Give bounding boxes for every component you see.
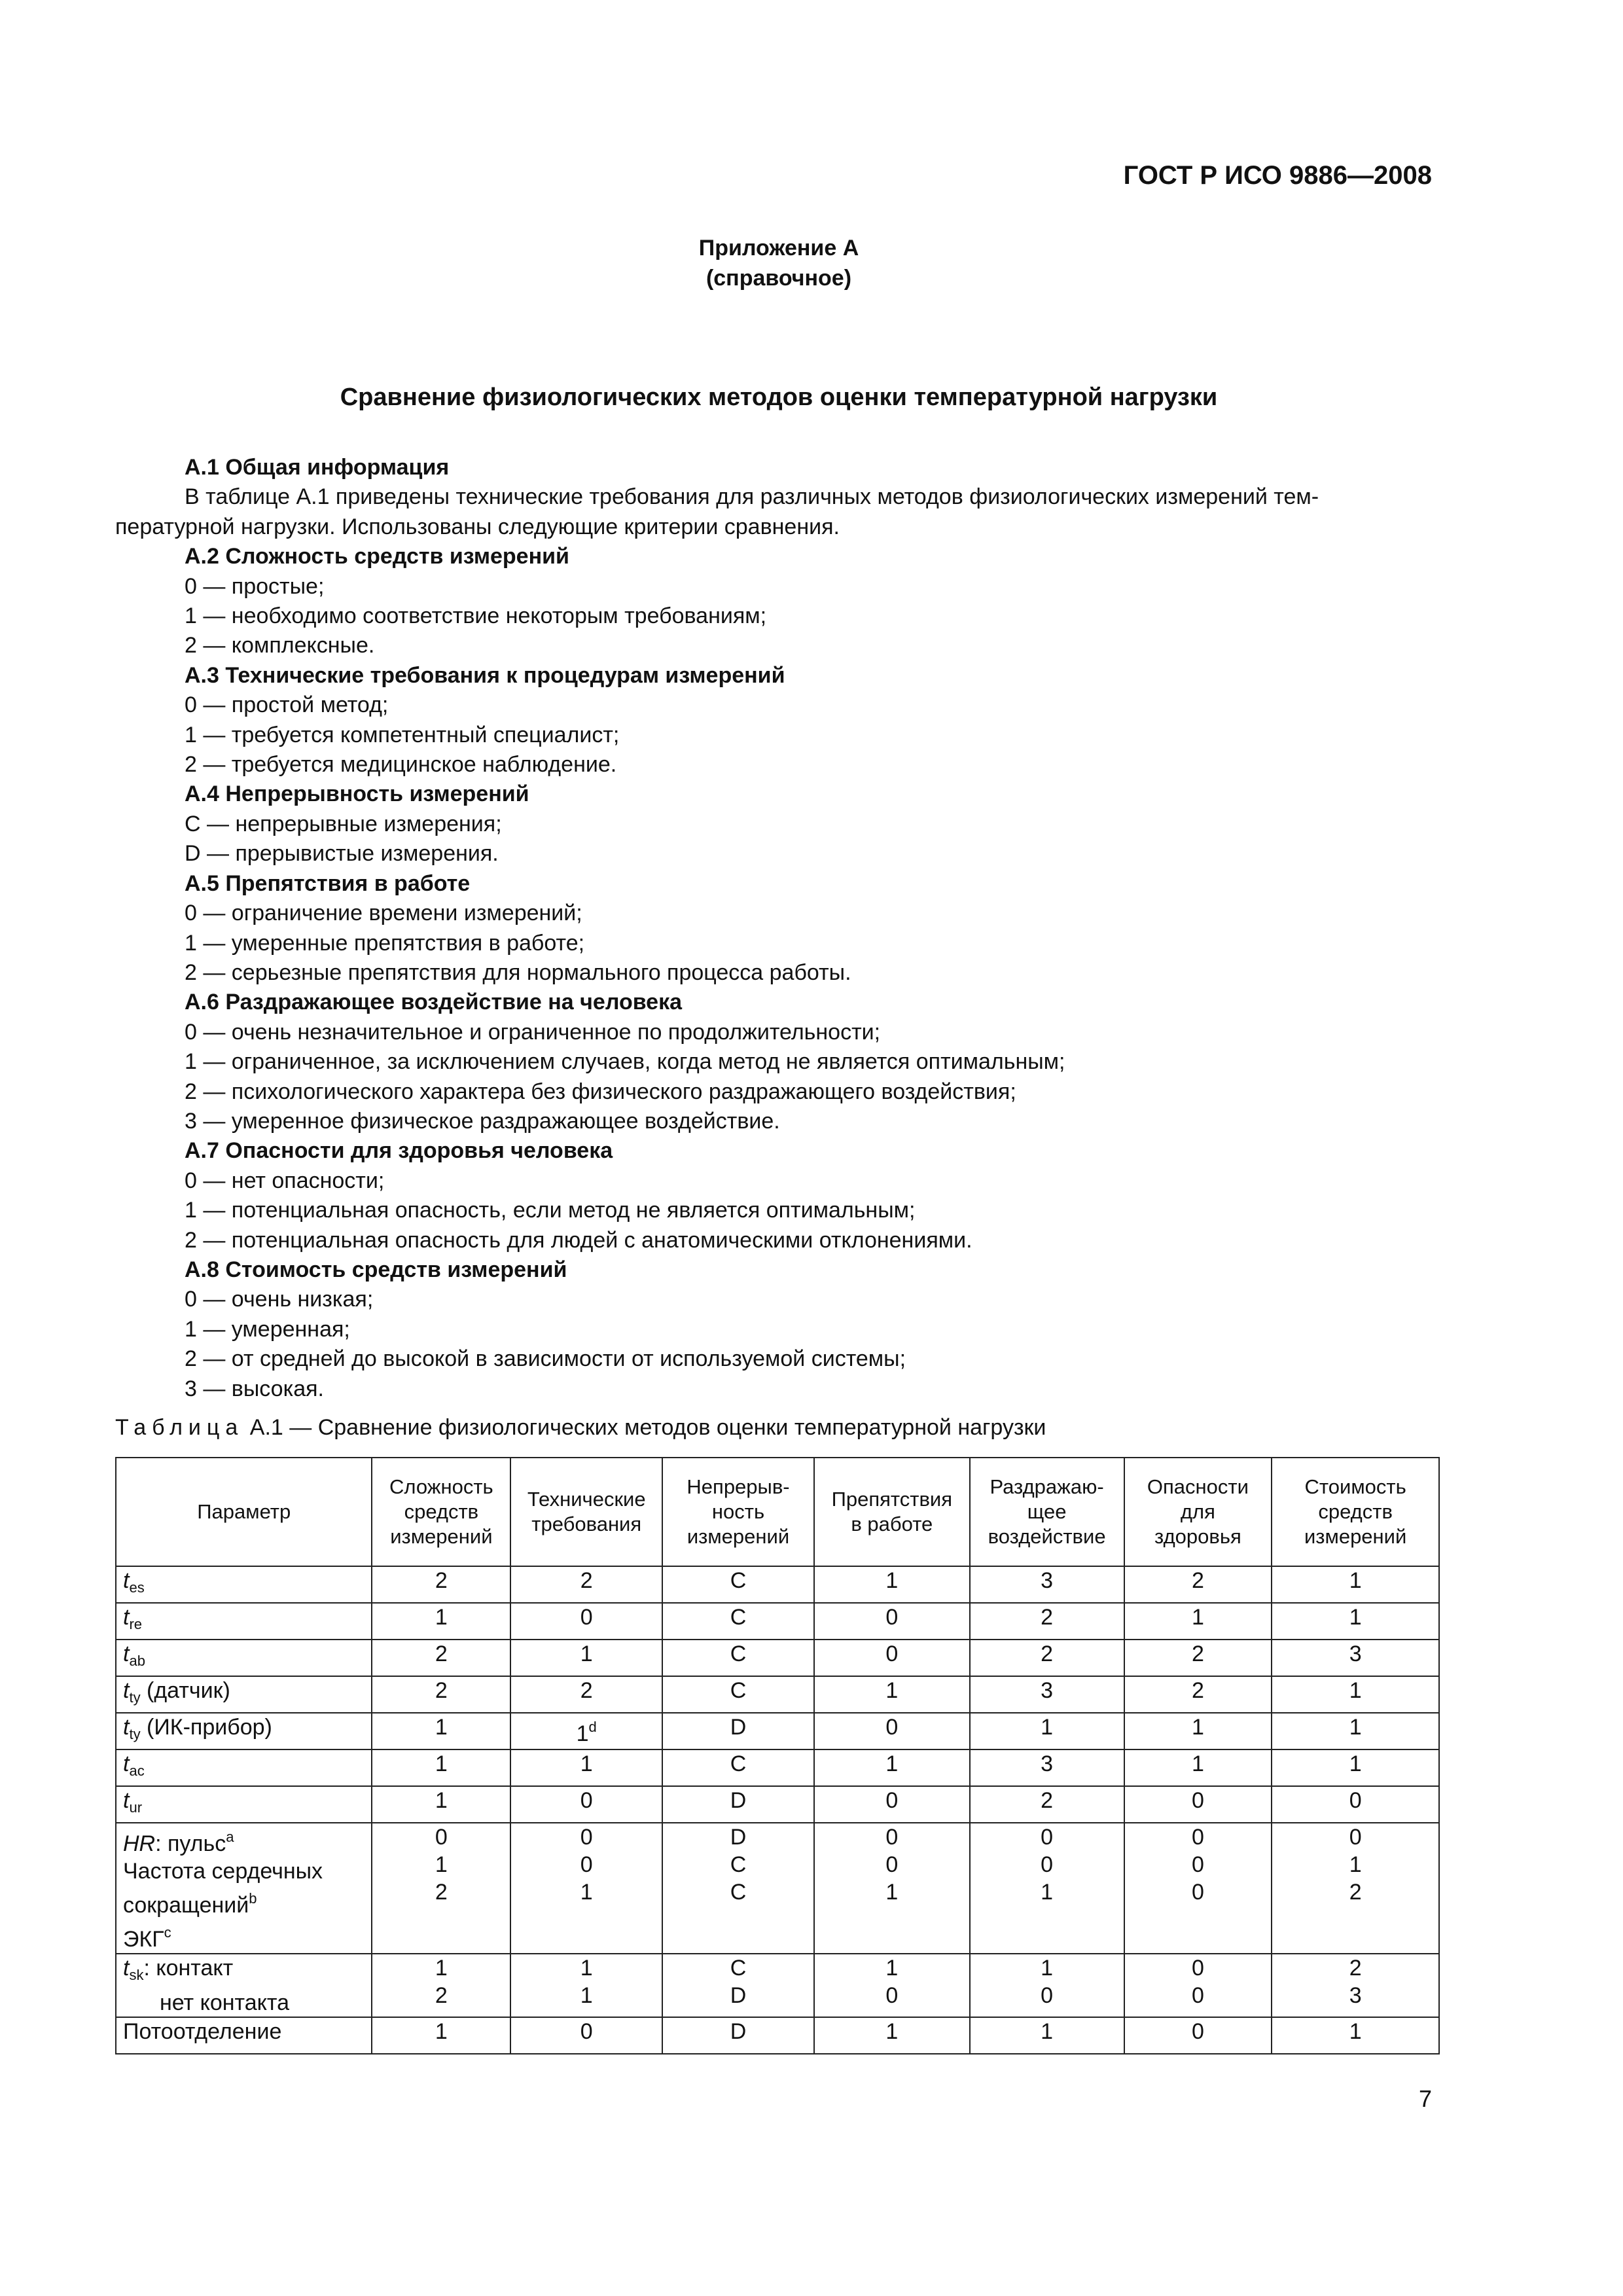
list-item: 1 — требуется компетентный специалист; (185, 722, 620, 747)
table-row-hr (116, 1823, 1439, 1954)
section-heading: А.3 Технические требования к процедурам измерений (185, 662, 785, 688)
list-item: С — непрерывные измерения; (185, 811, 502, 836)
table-cell: 3 (970, 1749, 1124, 1786)
table-cell: 0 0 1 (510, 1823, 662, 1954)
table-cell: 1 (814, 1676, 970, 1713)
section-heading: А.6 Раздражающее воздействие на человека (185, 990, 683, 1015)
table-cell: 1 (1124, 1749, 1272, 1786)
table-cell: 0 (814, 1603, 970, 1640)
table-cell: 1 1 (510, 1954, 662, 2017)
annex-title: Приложение А (698, 236, 859, 260)
section-heading: А.1 Общая информация (185, 455, 450, 480)
table-cell: С (662, 1676, 814, 1713)
row-label: $t_{ac}$ (116, 1749, 372, 1786)
table-cell: 0 1 2 (1272, 1823, 1439, 1954)
row-label: $t_{ur}$ (116, 1786, 372, 1823)
table-cell: 0 0 (1124, 1954, 1272, 2017)
list-item: 0 — нет опасности; (185, 1168, 385, 1193)
table-cell: 1 (372, 1749, 510, 1786)
annex-label (0, 233, 1558, 293)
table-row (116, 1749, 1439, 1786)
footnote-marker: d (588, 1719, 597, 1735)
list-item: 0 — очень незначительное и ограниченное по продолжительности; (185, 1019, 881, 1045)
row-label: $t_{ty}$ (ИК-прибор) (116, 1713, 372, 1749)
table-row-tsk (116, 1954, 1439, 2017)
table-caption-text: А.1 — Сравнение физиологических методов оценки температурной нагрузки (249, 1415, 1046, 1440)
table-cell: 0 (510, 1603, 662, 1640)
table-cell: С D (662, 1954, 814, 2017)
table-cell: D (662, 2017, 814, 2054)
row-label: HR: пульс$^a$ Частота сердечных сокращений$^b$ ЭКГ$^c$ (116, 1823, 372, 1954)
table-cell: 2 (372, 1640, 510, 1676)
table-cell: 1 0 (814, 1954, 970, 2017)
table-cell: 0 (510, 2017, 662, 2054)
table-cell: С (662, 1603, 814, 1640)
table-caption (115, 1415, 1046, 1441)
comparison-table (115, 1457, 1440, 2054)
table-cell: 3 (970, 1676, 1124, 1713)
footnote-marker: b (249, 1890, 257, 1907)
footnote-marker: a (226, 1829, 234, 1845)
table-cell: 0 (510, 1786, 662, 1823)
table-header-row (116, 1458, 1439, 1566)
table-cell: 1 (372, 2017, 510, 2054)
table-row (116, 2017, 1439, 2054)
table-cell: 0 (814, 1713, 970, 1749)
list-item: 1 — ограниченное, за исключением случаев, когда метод не является оптимальным; (185, 1049, 1065, 1075)
table-cell: 3 (970, 1566, 1124, 1603)
table-cell: 1$^d$ (510, 1713, 662, 1749)
list-item: 1 — умеренная; (185, 1316, 350, 1342)
header-irritation: Раздражаю- щее воздействие (970, 1458, 1124, 1566)
table-row (116, 1640, 1439, 1676)
table-row (116, 1566, 1439, 1603)
table-cell: 1 (372, 1786, 510, 1823)
table-cell: 2 (1124, 1566, 1272, 1603)
table-cell: 1 (814, 1749, 970, 1786)
table-cell: 0 (1272, 1786, 1439, 1823)
annex-subtitle: (справочное) (705, 266, 852, 291)
table-cell: 0 (814, 1786, 970, 1823)
header-health-risk: Опасности для здоровья (1124, 1458, 1272, 1566)
row-label: $t_{ty}$ (датчик) (116, 1676, 372, 1713)
table-cell: 0 0 0 (1124, 1823, 1272, 1954)
table-cell: D (662, 1786, 814, 1823)
table-cell: 2 (372, 1676, 510, 1713)
table-cell: 1 (1272, 1603, 1439, 1640)
row-label: $t_{es}$ (116, 1566, 372, 1603)
table-cell: 1 (1272, 1566, 1439, 1603)
table-cell: D (662, 1713, 814, 1749)
header-continuity: Непрерыв- ность измерений (662, 1458, 814, 1566)
table-cell: 1 (814, 1566, 970, 1603)
table-cell: 1 (1272, 1713, 1439, 1749)
list-item: 1 — потенциальная опасность, если метод не является оптимальным; (185, 1198, 916, 1223)
table-cell: 1 (1272, 1676, 1439, 1713)
list-item: 2 — комплексные. (185, 633, 375, 658)
list-item: 0 — простые; (185, 573, 325, 599)
page-title: Сравнение физиологических методов оценки температурной нагрузки (340, 384, 1218, 411)
table-cell: 2 (970, 1640, 1124, 1676)
list-item: 3 — умеренное физическое раздражающее воздействие. (185, 1108, 780, 1134)
table-cell: 2 (970, 1603, 1124, 1640)
list-item: 2 — психологического характера без физического раздражающего воздействия; (185, 1079, 1016, 1104)
section-heading: А.5 Препятствия в работе (185, 870, 471, 896)
table-row (116, 1786, 1439, 1823)
table-cell: 2 (510, 1676, 662, 1713)
table-cell: 1 0 (970, 1954, 1124, 2017)
table-cell: 0 1 2 (372, 1823, 510, 1954)
table-cell: 1 (372, 1713, 510, 1749)
table-cell: 2 (970, 1786, 1124, 1823)
list-item: 1 — умеренные препятствия в работе; (185, 930, 585, 956)
table-cell: 2 (1124, 1676, 1272, 1713)
row-label: $t_{ab}$ (116, 1640, 372, 1676)
header-technical: Технические требования (510, 1458, 662, 1566)
table-row (116, 1713, 1439, 1749)
table-cell: 1 (372, 1603, 510, 1640)
document-header: ГОСТ Р ИСО 9886—2008 (1123, 161, 1432, 190)
table-cell: 2 (510, 1566, 662, 1603)
list-item: 1 — необходимо соответствие некоторым требованиям; (185, 603, 767, 629)
table-cell: 3 (1272, 1640, 1439, 1676)
list-item: 2 — потенциальная опасность для людей с анатомическими отклонениями. (185, 1227, 972, 1253)
row-label: Потоотделение (116, 2017, 372, 2054)
section-heading: А.4 Непрерывность измерений (185, 781, 529, 807)
list-item: D — прерывистые измерения. (185, 841, 499, 867)
list-item: 2 — от средней до высокой в зависимости от используемой системы; (185, 1346, 906, 1372)
table-row (116, 1603, 1439, 1640)
table-cell: 1 (510, 1640, 662, 1676)
document-body (115, 453, 1438, 1404)
table-cell: 0 0 1 (970, 1823, 1124, 1954)
page-number: 7 (1418, 2085, 1432, 2112)
table-row (116, 1676, 1439, 1713)
header-interference: Препятствия в работе (814, 1458, 970, 1566)
table-cell: 0 (814, 1640, 970, 1676)
table-cell: 1 (510, 1749, 662, 1786)
table-cell: 1 (1124, 1713, 1272, 1749)
table-cell: 1 (1272, 1749, 1439, 1786)
table-cell: 0 (1124, 2017, 1272, 2054)
paragraph-line: пературной нагрузки. Использованы следующие критерии сравнения. (115, 514, 840, 539)
table-cell: 2 (1124, 1640, 1272, 1676)
table-cell: 1 2 (372, 1954, 510, 2017)
footnote-marker: c (164, 1924, 171, 1941)
header-param: Параметр (116, 1458, 372, 1566)
section-heading: А.2 Сложность средств измерений (185, 544, 569, 569)
header-complexity: Сложность средств измерений (372, 1458, 510, 1566)
section-heading: А.8 Стоимость средств измерений (185, 1257, 567, 1282)
table-cell: 1 (970, 1713, 1124, 1749)
table-cell: 2 3 (1272, 1954, 1439, 2017)
paragraph-line: В таблице А.1 приведены технические требования для различных методов физиологических измерений тем- (185, 484, 1319, 510)
table-cell: С (662, 1640, 814, 1676)
table-cell: С (662, 1566, 814, 1603)
table-cell: 1 (814, 2017, 970, 2054)
table-cell: 0 0 1 (814, 1823, 970, 1954)
list-item: 2 — серьезные препятствия для нормального процесса работы. (185, 960, 851, 985)
row-label: $t_{re}$ (116, 1603, 372, 1640)
list-item: 2 — требуется медицинское наблюдение. (185, 752, 617, 778)
table-cell: 1 (970, 2017, 1124, 2054)
table-cell: 1 (1272, 2017, 1439, 2054)
section-heading: А.7 Опасности для здоровья человека (185, 1138, 613, 1164)
table-cell: D С С (662, 1823, 814, 1954)
table-cell: 0 (1124, 1786, 1272, 1823)
list-item: 0 — простой метод; (185, 692, 389, 718)
table-cell: 2 (372, 1566, 510, 1603)
list-item: 0 — ограничение времени измерений; (185, 901, 582, 926)
row-label: $t_{sk}$: контакт нет контакта (116, 1954, 372, 2017)
table-cell: С (662, 1749, 814, 1786)
list-item: 3 — высокая. (185, 1376, 324, 1401)
table-cell: 1 (1124, 1603, 1272, 1640)
header-cost: Стоимость средств измерений (1272, 1458, 1439, 1566)
table-caption-prefix: Таблица (115, 1415, 244, 1440)
list-item: 0 — очень низкая; (185, 1287, 374, 1312)
